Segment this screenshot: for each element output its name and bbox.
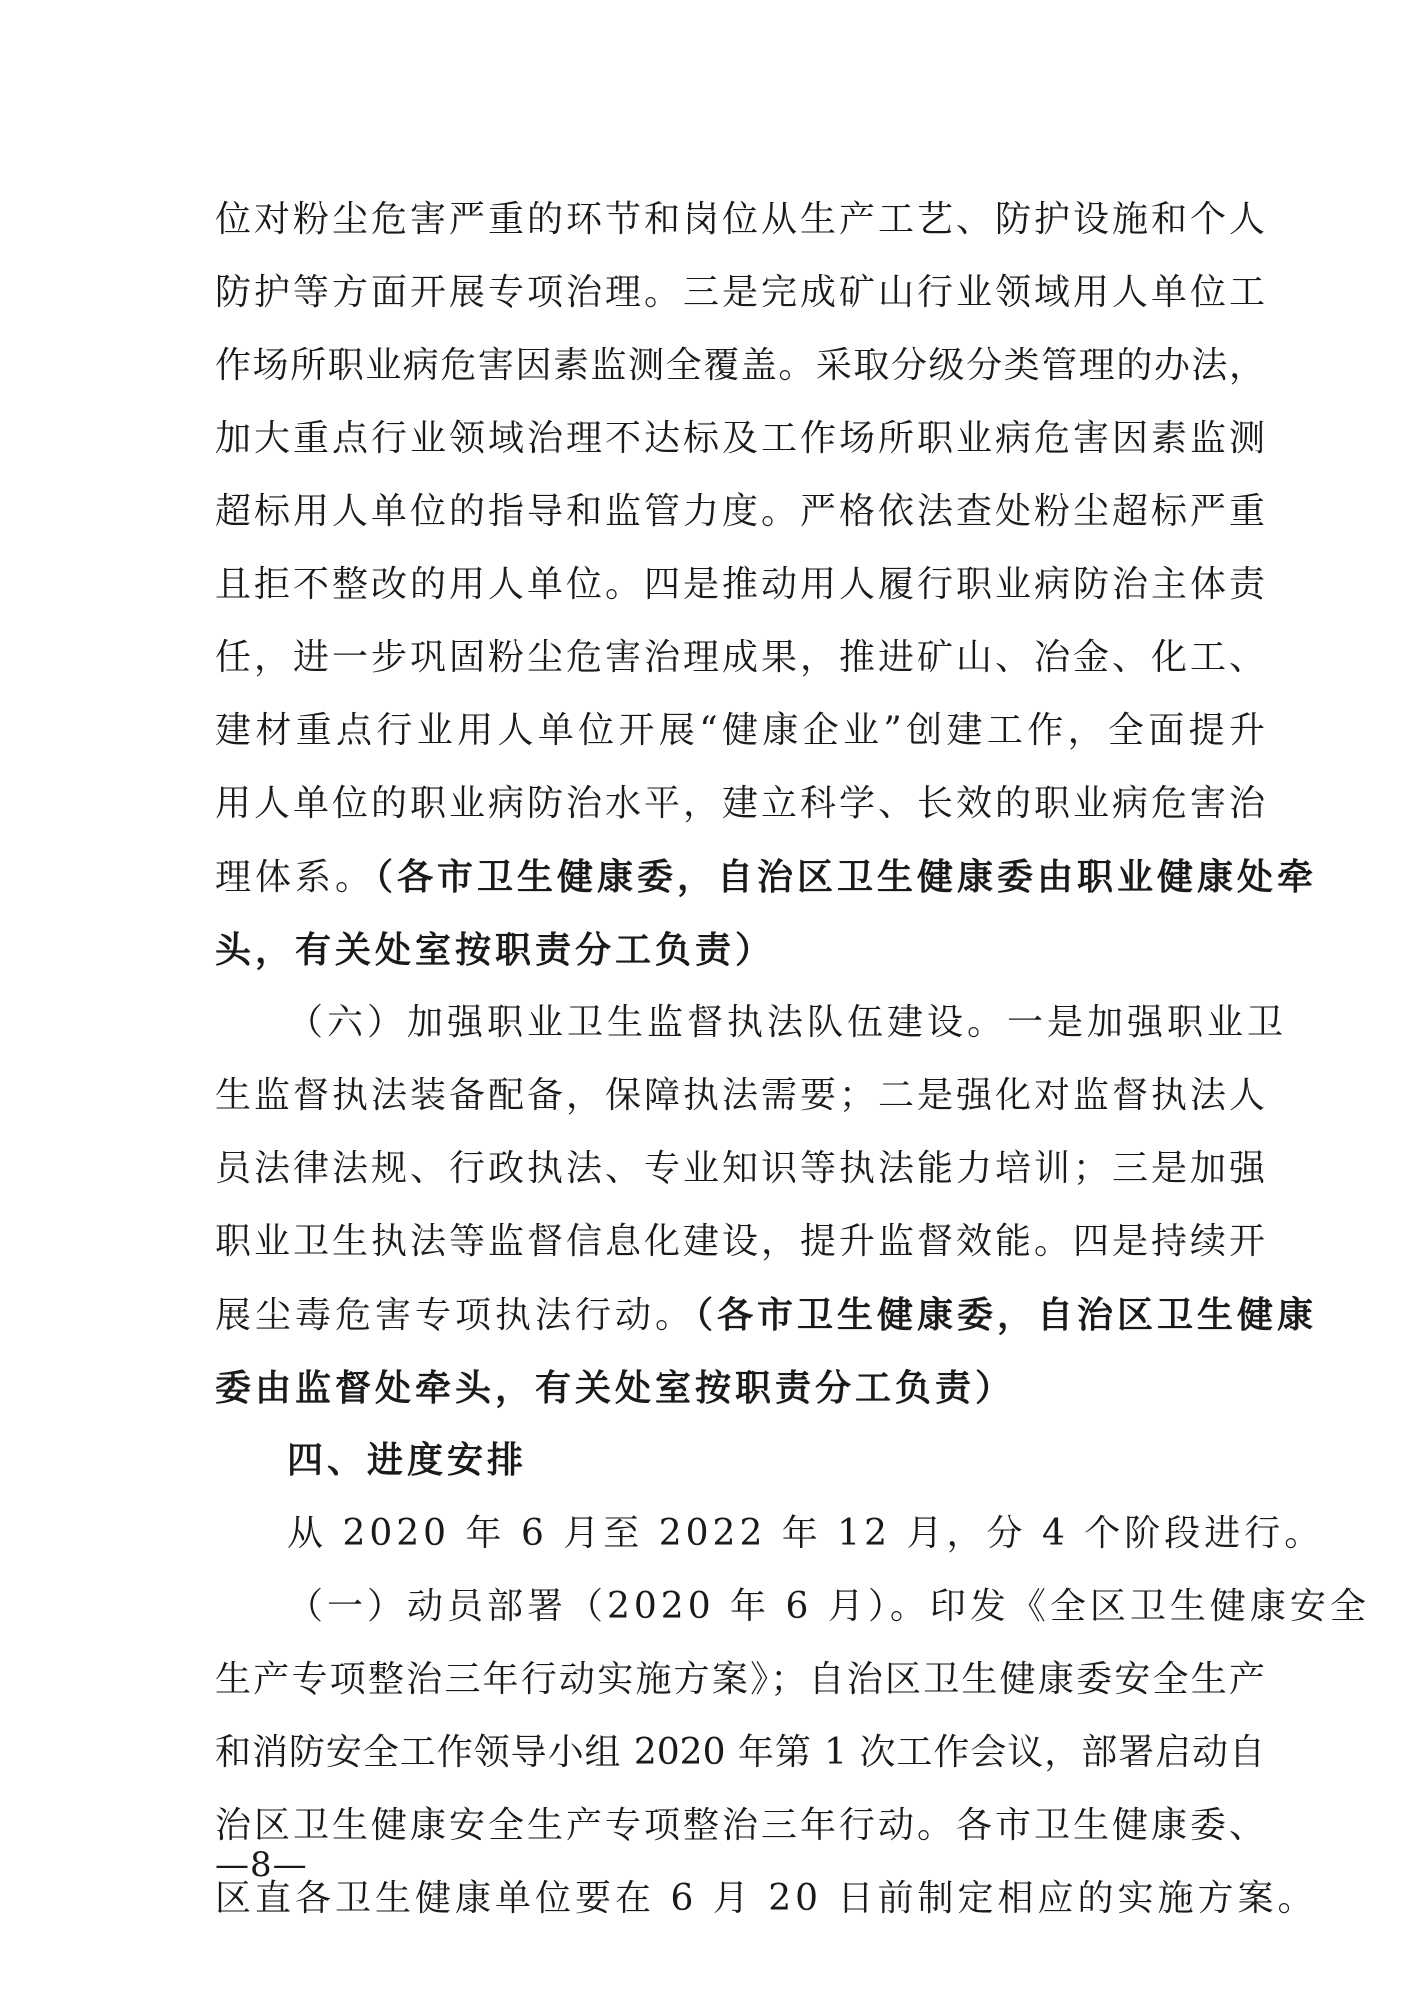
text-line: 任，进一步巩固粉尘危害治理成果，推进矿山、冶金、化工、 — [215, 637, 1265, 678]
paragraph-start: 从 2020 年 6 月至 2022 年 12 月，分 4 个阶段进行。 — [287, 1513, 1325, 1554]
text-line: 用人单位的职业病防治水平，建立科学、长效的职业病危害治 — [215, 783, 1265, 824]
text-line: 且拒不整改的用人单位。四是推动用人履行职业病防治主体责 — [215, 564, 1265, 605]
text-line: 职业卫生执法等监督信息化建设，提升监督效能。四是持续开 — [215, 1221, 1265, 1262]
text-line: 建材重点行业用人单位开展“健康企业”创建工作，全面提升 — [215, 710, 1265, 751]
text-line — [215, 847, 1317, 907]
responsibility-note: （各市卫生健康委，自治区卫生健康 — [695, 1294, 1318, 1336]
text-segment: 展尘毒危害专项执法行动。 — [215, 1295, 696, 1336]
page-number: —8— — [215, 1845, 308, 1885]
text-line: 生监督执法装备配备，保障执法需要；二是强化对监督执法人 — [215, 1075, 1265, 1116]
responsibility-note: 委由监督处牵头，有关处室按职责分工负责） — [215, 1367, 1016, 1409]
paragraph-start: （一）动员部署（2020 年 6 月）。印发《全区卫生健康安全 — [287, 1586, 1370, 1627]
text-line: 位对粉尘危害严重的环节和岗位从生产工艺、防护设施和个人 — [215, 199, 1265, 240]
text-line: 加大重点行业领域治理不达标及工作场所职业病危害因素监测 — [215, 418, 1265, 459]
text-line: 作场所职业病危害因素监测全覆盖。采取分级分类管理的办法， — [215, 345, 1265, 386]
paragraph-start: （六）加强职业卫生监督执法队伍建设。一是加强职业卫 — [287, 1002, 1288, 1043]
text-line: 防护等方面开展专项治理。三是完成矿山行业领域用人单位工 — [215, 272, 1265, 313]
text-line: 区直各卫生健康单位要在 6 月 20 日前制定相应的实施方案。 — [215, 1878, 1318, 1919]
text-line: 治区卫生健康安全生产专项整治三年行动。各市卫生健康委、 — [215, 1805, 1265, 1846]
responsibility-note: （各市卫生健康委，自治区卫生健康委由职业健康处牵 — [375, 856, 1318, 898]
text-line: 和消防安全工作领导小组 2020 年第 1 次工作会议，部署启动自 — [215, 1732, 1265, 1773]
text-line: 生产专项整治三年行动实施方案》；自治区卫生健康委安全生产 — [215, 1659, 1265, 1700]
section-heading: 四、进度安排 — [287, 1440, 528, 1481]
text-line: 员法律法规、行政执法、专业知识等执法能力培训；三是加强 — [215, 1148, 1265, 1189]
text-segment: 理体系。 — [215, 857, 376, 898]
responsibility-note: 头，有关处室按职责分工负责） — [215, 929, 776, 971]
text-line: 超标用人单位的指导和监管力度。严格依法查处粉尘超标严重 — [215, 491, 1265, 532]
text-line — [215, 1285, 1317, 1345]
